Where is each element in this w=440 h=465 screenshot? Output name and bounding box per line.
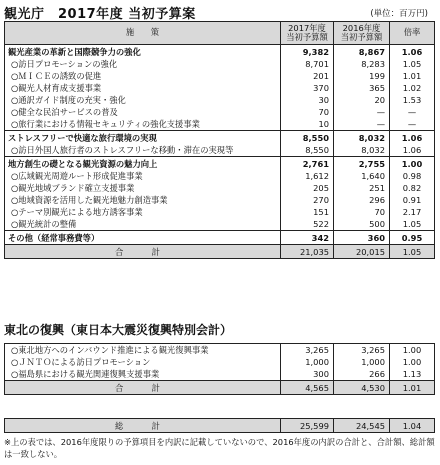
item-row (5, 118, 435, 131)
fy2016-value: 199 (334, 70, 390, 82)
item-row (5, 356, 435, 368)
row-label: ○ＪＮＴＯによる訪日プロモーション (5, 356, 281, 368)
section-row (5, 157, 435, 171)
fy2016-value: 360 (334, 231, 390, 245)
footnote: ※上の表では、2016年度限りの予算項目を内訳に記載していないので、2016年度の内訳の合計と、合計額、総計額は一致しない。 (4, 437, 435, 459)
fy2016-header: 2016年度 当初予算額 (334, 22, 390, 45)
fy2017-value: 25,599 (281, 419, 334, 433)
fy2016-value: 24,545 (334, 419, 390, 433)
item-row (5, 344, 435, 357)
ratio-value: 1.06 (390, 45, 435, 59)
ratio-value: 1.01 (390, 70, 435, 82)
ratio-value: 1.06 (390, 131, 435, 145)
row-label: ○福島県における観光関連復興支援事業 (5, 368, 281, 381)
ratio-value: 1.00 (390, 356, 435, 368)
ratio-value: 1.06 (390, 144, 435, 157)
measure-header: 施 策 (5, 22, 281, 45)
header-row (5, 22, 435, 45)
fy2017-value: 1,612 (281, 170, 334, 182)
row-label: ○旅行業における情報セキュリティの強化支援事業 (5, 118, 281, 131)
ratio-value: 1.05 (390, 245, 435, 259)
row-label: ○ＭＩＣＥの誘致の促進 (5, 70, 281, 82)
fy2016-value: — (334, 118, 390, 131)
total-row (5, 381, 435, 395)
fy2016-value: 8,032 (334, 144, 390, 157)
total-row (5, 245, 435, 259)
fy2016-value: 8,867 (334, 45, 390, 59)
item-row (5, 82, 435, 94)
row-label: ○健全な民泊サービスの普及 (5, 106, 281, 118)
fy2016-value: 296 (334, 194, 390, 206)
item-row (5, 106, 435, 118)
fy2017-header: 2017年度 当初予算額 (281, 22, 334, 45)
row-label: 観光産業の革新と国際競争力の強化 (5, 45, 281, 59)
item-row (5, 170, 435, 182)
row-label: 総 計 (5, 419, 281, 433)
ratio-value: 0.91 (390, 194, 435, 206)
row-label: ○観光地域ブランド確立支援事業 (5, 182, 281, 194)
fy2017-value: 70 (281, 106, 334, 118)
row-label: ストレスフリーで快適な旅行環境の実現 (5, 131, 281, 145)
fy2017-value: 10 (281, 118, 334, 131)
fy2017-value: 151 (281, 206, 334, 218)
section-row (5, 231, 435, 245)
ratio-value: 2.17 (390, 206, 435, 218)
row-label: ○訪日プロモーションの強化 (5, 58, 281, 70)
fy2016-value: 266 (334, 368, 390, 381)
fy2017-value: 522 (281, 218, 334, 231)
ratio-value: 1.00 (390, 344, 435, 357)
ratio-header: 倍率 (390, 22, 435, 45)
item-row (5, 206, 435, 218)
grand-total-row (5, 419, 435, 433)
unit-label: (単位：百万円) (370, 9, 428, 19)
grand-total-table (4, 418, 435, 433)
fy2017-value: 9,382 (281, 45, 334, 59)
fy2017-value: 370 (281, 82, 334, 94)
ratio-value: 1.02 (390, 82, 435, 94)
fy2016-value: 20,015 (334, 245, 390, 259)
ratio-value: — (390, 106, 435, 118)
ratio-value: — (390, 118, 435, 131)
row-label: ○東北地方へのインバウンド推進による観光復興事業 (5, 344, 281, 357)
row-label: 合 計 (5, 381, 281, 395)
item-row (5, 194, 435, 206)
ratio-value: 0.98 (390, 170, 435, 182)
reconstruction-table (4, 343, 435, 395)
ratio-value: 1.05 (390, 218, 435, 231)
ratio-value: 1.53 (390, 94, 435, 106)
fy2017-value: 30 (281, 94, 334, 106)
fy2017-value: 8,701 (281, 58, 334, 70)
item-row (5, 94, 435, 106)
reconstruction-section-title: 東北の復興（東日本大震災復興特別会計） (4, 323, 233, 337)
row-label: ○観光統計の整備 (5, 218, 281, 231)
ratio-value: 1.05 (390, 58, 435, 70)
item-row (5, 218, 435, 231)
row-label: ○通訳ガイド制度の充実・強化 (5, 94, 281, 106)
fy2017-value: 2,761 (281, 157, 334, 171)
section-row (5, 131, 435, 145)
fy2016-value: 4,530 (334, 381, 390, 395)
fy2017-value: 300 (281, 368, 334, 381)
row-label: ○訪日外国人旅行者のストレスフリーな移動・滞在の実現等 (5, 144, 281, 157)
fy2016-value: — (334, 106, 390, 118)
ratio-value: 0.82 (390, 182, 435, 194)
ratio-value: 1.01 (390, 381, 435, 395)
ratio-value: 1.13 (390, 368, 435, 381)
ratio-value: 0.95 (390, 231, 435, 245)
fy2017-value: 8,550 (281, 144, 334, 157)
fy2017-value: 205 (281, 182, 334, 194)
fy2017-value: 270 (281, 194, 334, 206)
fy2017-value: 4,565 (281, 381, 334, 395)
section-row (5, 45, 435, 59)
row-label: ○観光人材育成支援事業 (5, 82, 281, 94)
item-row (5, 58, 435, 70)
fy2016-value: 2,755 (334, 157, 390, 171)
fy2016-value: 20 (334, 94, 390, 106)
fy2016-value: 1,000 (334, 356, 390, 368)
fy2016-value: 70 (334, 206, 390, 218)
row-label: ○テーマ別観光による地方誘客事業 (5, 206, 281, 218)
fy2017-value: 3,265 (281, 344, 334, 357)
item-row (5, 144, 435, 157)
fy2016-value: 8,032 (334, 131, 390, 145)
ratio-value: 1.00 (390, 157, 435, 171)
fy2017-value: 342 (281, 231, 334, 245)
item-row (5, 182, 435, 194)
fy2017-value: 8,550 (281, 131, 334, 145)
budget-table (4, 21, 435, 259)
row-label: 合 計 (5, 245, 281, 259)
item-row (5, 70, 435, 82)
row-label: その他（経常事務費等） (5, 231, 281, 245)
fy2017-value: 1,000 (281, 356, 334, 368)
row-label: ○広域観光周遊ルート形成促進事業 (5, 170, 281, 182)
fy2016-value: 1,640 (334, 170, 390, 182)
ratio-value: 1.04 (390, 419, 435, 433)
fy2016-value: 3,265 (334, 344, 390, 357)
fy2017-value: 21,035 (281, 245, 334, 259)
fy2016-value: 365 (334, 82, 390, 94)
fy2016-value: 500 (334, 218, 390, 231)
item-row (5, 368, 435, 381)
row-label: ○地域資源を活用した観光地魅力創造事業 (5, 194, 281, 206)
page-title: 観光庁 2017年度 当初予算案 (4, 7, 196, 22)
fy2016-value: 251 (334, 182, 390, 194)
fy2016-value: 8,283 (334, 58, 390, 70)
fy2017-value: 201 (281, 70, 334, 82)
row-label: 地方創生の礎となる観光資源の魅力向上 (5, 157, 281, 171)
